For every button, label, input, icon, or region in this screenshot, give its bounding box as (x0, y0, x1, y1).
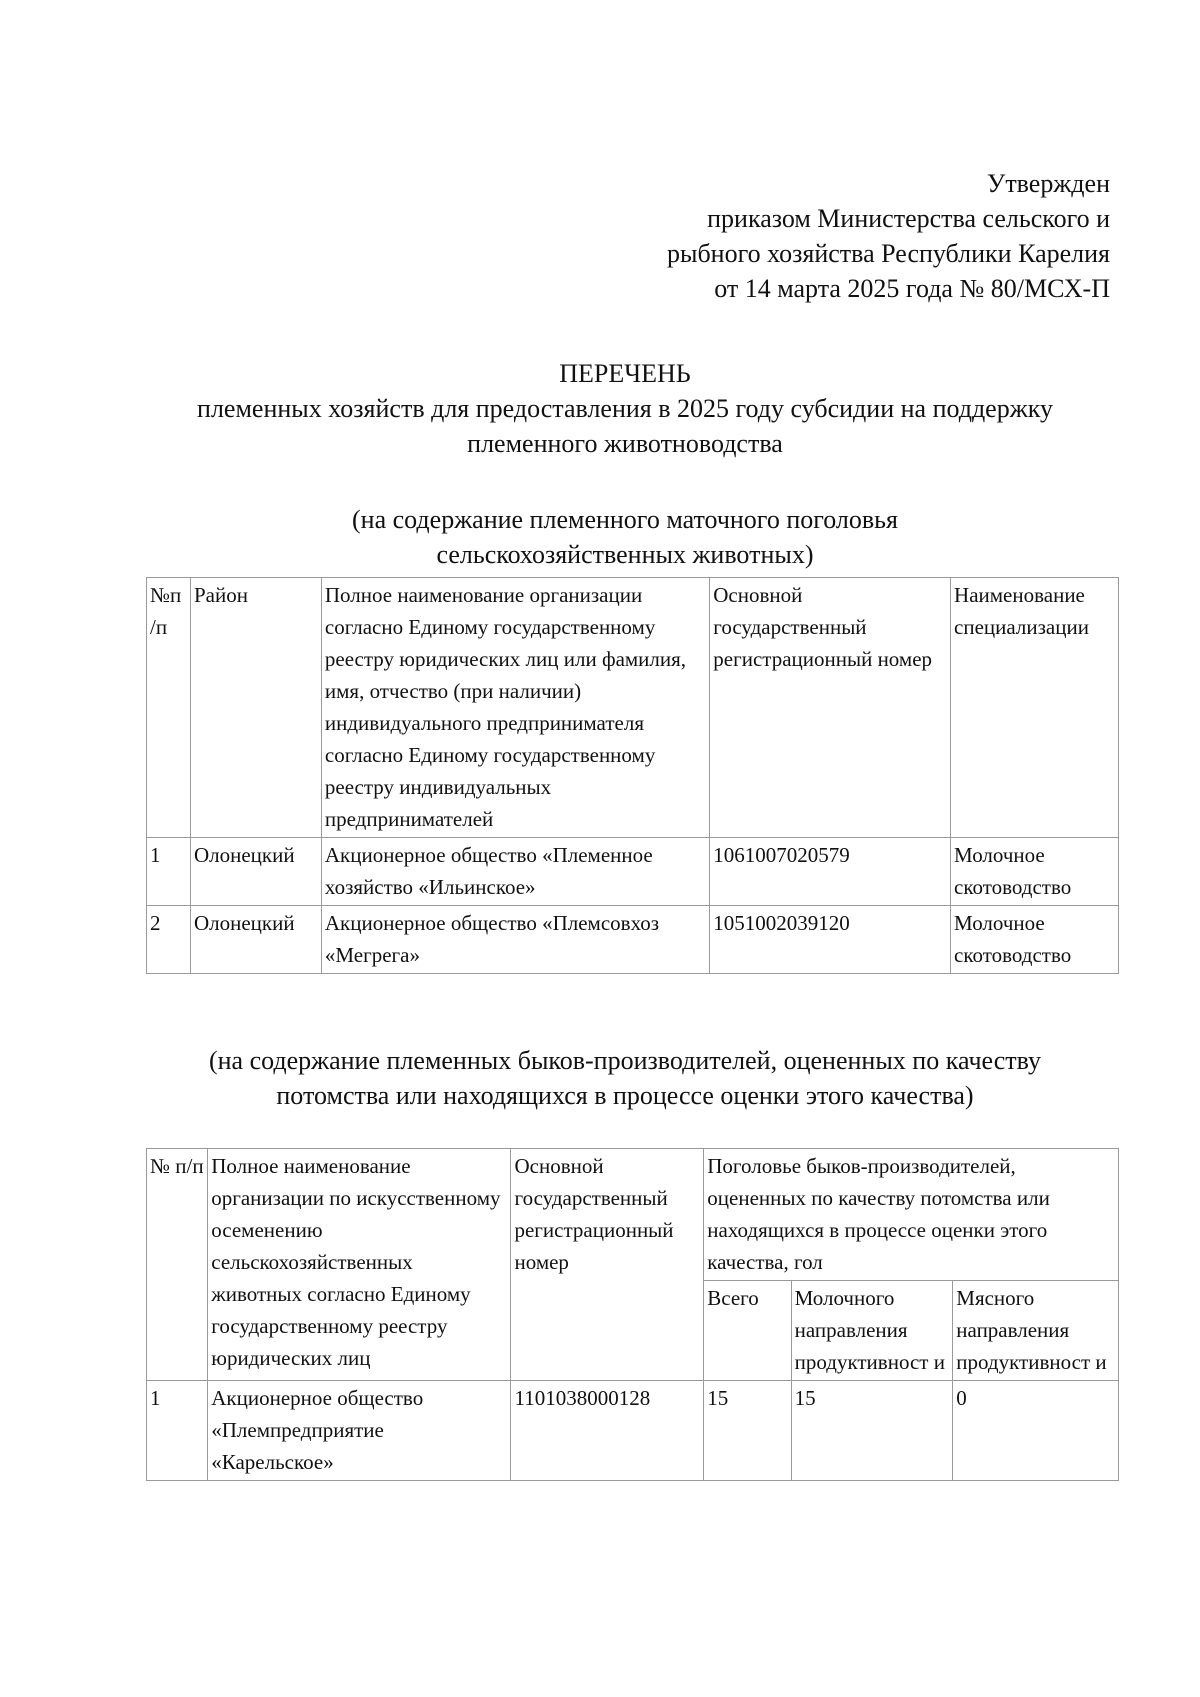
header-district: Район (190, 578, 321, 838)
header-org-name: Полное наименование организации согласно Единому государственному реестру юридических лиц или фамилия, имя, отчество (при наличии) индивидуального предпринимателя согласно Единому государственному реестру индивидуальных предпринимателей (321, 578, 709, 838)
section2-subtitle-line-1: (на содержание племенных быков-производителей, оцененных по качеству (208, 1046, 1042, 1075)
row-specialization: Молочное скотоводство (951, 838, 1119, 906)
row-org-name: Акционерное общество «Племсовхоз «Мегрега» (321, 906, 709, 974)
table-header-row (147, 1149, 1119, 1281)
approval-line-3: рыбного хозяйства Республики Карелия (666, 239, 1110, 268)
approval-line-1: Утвержден (986, 169, 1110, 198)
document-title (140, 356, 1110, 461)
row-district: Олонецкий (190, 906, 321, 974)
row-ogrn: 1051002039120 (710, 906, 951, 974)
row-specialization: Молочное скотоводство (951, 906, 1119, 974)
table-row (147, 1381, 1119, 1481)
title-heading: ПЕРЕЧЕНЬ (559, 359, 691, 388)
header-specialization: Наименование специализации (951, 578, 1119, 838)
row-meat: 0 (953, 1381, 1119, 1481)
header-num: №п /п (147, 578, 191, 838)
row-ogrn: 1061007020579 (710, 838, 951, 906)
header-total: Всего (704, 1281, 791, 1381)
section1-subtitle (140, 502, 1110, 572)
bulls-table (146, 1148, 1119, 1481)
title-line-2: племенного животноводства (467, 429, 783, 458)
breeding-farms-table (146, 577, 1119, 974)
section2-subtitle (140, 1043, 1110, 1113)
header-dairy: Молочного направления продуктивност и (791, 1281, 953, 1381)
approval-block (667, 166, 1110, 306)
row-org-name: Акционерное общество «Племпредприятие «Карельское» (208, 1381, 511, 1481)
row-ogrn: 1101038000128 (511, 1381, 704, 1481)
approval-line-4: от 14 марта 2025 года № 80/МСХ-П (714, 274, 1110, 303)
approval-line-2: приказом Министерства сельского и (707, 204, 1110, 233)
row-total: 15 (704, 1381, 791, 1481)
section1-subtitle-line-2: сельскохозяйственных животных) (436, 540, 814, 569)
row-district: Олонецкий (190, 838, 321, 906)
table-row (147, 838, 1119, 906)
row-org-name: Акционерное общество «Племенное хозяйство «Ильинское» (321, 838, 709, 906)
header-org-name: Полное наименование организации по искусственному осеменению сельскохозяйственных животных согласно Единому государственному реестру юридических лиц (208, 1149, 511, 1381)
section2-subtitle-line-2: потомства или находящихся в процессе оценки этого качества) (276, 1081, 974, 1110)
title-line-1: племенных хозяйств для предоставления в 2025 году субсидии на поддержку (197, 394, 1053, 423)
row-num: 1 (147, 838, 191, 906)
header-meat: Мясного направления продуктивност и (953, 1281, 1119, 1381)
row-dairy: 15 (791, 1381, 953, 1481)
table-row (147, 906, 1119, 974)
header-ogrn: Основной государственный регистрационный номер (511, 1149, 704, 1381)
row-num: 2 (147, 906, 191, 974)
table-header-row (147, 578, 1119, 838)
header-num: № п/п (147, 1149, 208, 1381)
header-herd: Поголовье быков-производителей, оцененных по качеству потомства или находящихся в процессе оценки этого качества, гол (704, 1149, 1119, 1281)
section1-subtitle-line-1: (на содержание племенного маточного поголовья (352, 505, 898, 534)
row-num: 1 (147, 1381, 208, 1481)
header-ogrn: Основной государственный регистрационный номер (710, 578, 951, 838)
